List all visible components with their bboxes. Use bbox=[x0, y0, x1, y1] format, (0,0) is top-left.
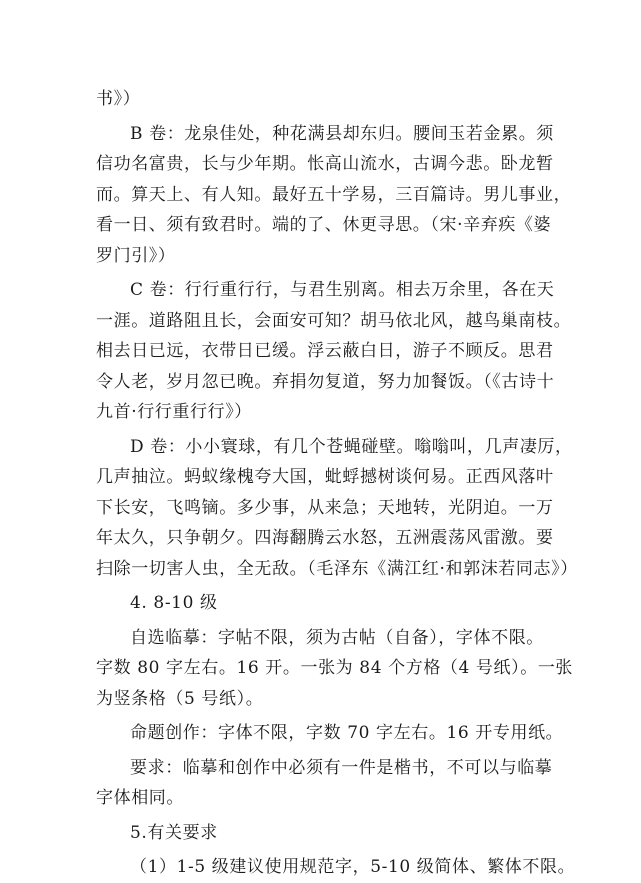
text-line: （1）1-5 级建议使用规范字，5-10 级简体、繁体不限。 bbox=[130, 857, 576, 877]
text-line: 自选临摹：字帖不限，须为古帖（自备），字体不限。 bbox=[130, 627, 544, 648]
text-line: 书》） bbox=[96, 89, 141, 109]
text-line: 下长安，飞鸣镝。多少事，从来急；天地转，光阴迫。一万 bbox=[96, 497, 554, 518]
text-line: 看一日、须有致君时。端的了、休更寻思。（宋·辛弃疾《婆 bbox=[96, 215, 552, 235]
text-line: 扫除一切害人虫，全无敌。（毛泽东《满江红·和郭沫若同志》） bbox=[96, 558, 578, 579]
paragraph bbox=[96, 588, 576, 619]
text-line: 5.有关要求 bbox=[130, 822, 218, 843]
paragraph bbox=[96, 432, 576, 585]
paragraph bbox=[96, 623, 576, 715]
paragraph bbox=[96, 119, 576, 272]
text-line: 4. 8-10 级 bbox=[130, 593, 218, 613]
text-line: 要求：临摹和创作中必须有一件是楷书，不可以与临摹 bbox=[130, 757, 553, 778]
text-line: 相去日已远，衣带日已缓。浮云蔽白日，游子不顾反。思君 bbox=[96, 341, 554, 361]
text-line: C 卷：行行重行行，与君生别离。相去万余里，各在天 bbox=[130, 280, 555, 300]
text-line: 字数 80 字左右。16 开。一张为 84 个方格（4 号纸）。一张 bbox=[96, 658, 574, 678]
paragraph bbox=[96, 753, 576, 814]
paragraph bbox=[96, 275, 576, 428]
text-line: 几声抽泣。蚂蚁缘槐夸大国，蚍蜉撼树谈何易。正西风落叶 bbox=[96, 467, 554, 487]
paragraph bbox=[96, 852, 576, 883]
paragraph bbox=[96, 818, 576, 849]
text-line: 九首·行行重行行》） bbox=[96, 402, 252, 422]
document-body bbox=[96, 84, 576, 883]
text-line: 字体相同。 bbox=[96, 788, 184, 808]
text-line: 令人老，岁月忽已晚。弃捐勿复道，努力加餐饭。（《古诗十 bbox=[96, 371, 555, 392]
paragraph bbox=[96, 84, 576, 115]
text-line: 罗门引》） bbox=[96, 245, 176, 266]
text-line: D 卷：小小寰球，有几个苍蝇碰壁。嗡嗡叫，几声凄厉， bbox=[130, 436, 573, 457]
text-line: 一涯。道路阻且长，会面安可知？胡马依北风，越鸟巢南枝。 bbox=[96, 310, 572, 331]
text-line: B 卷：龙泉佳处，种花满县却东归。腰间玉若金累。须 bbox=[130, 123, 554, 144]
text-line: 信功名富贵，长与少年期。怅高山流水，古调今悲。卧龙暂 bbox=[96, 154, 554, 174]
text-line: 为竖条格（5 号纸）。 bbox=[96, 688, 264, 709]
text-line: 年太久，只争朝夕。四海翻腾云水怒，五洲震荡风雷激。要 bbox=[96, 528, 554, 548]
text-line: 命题创作：字体不限，字数 70 字左右。16 开专用纸。 bbox=[130, 723, 564, 743]
paragraph bbox=[96, 718, 576, 749]
text-line: 而。算天上、有人知。最好五十学易，三百篇诗。男儿事业， bbox=[96, 184, 572, 205]
